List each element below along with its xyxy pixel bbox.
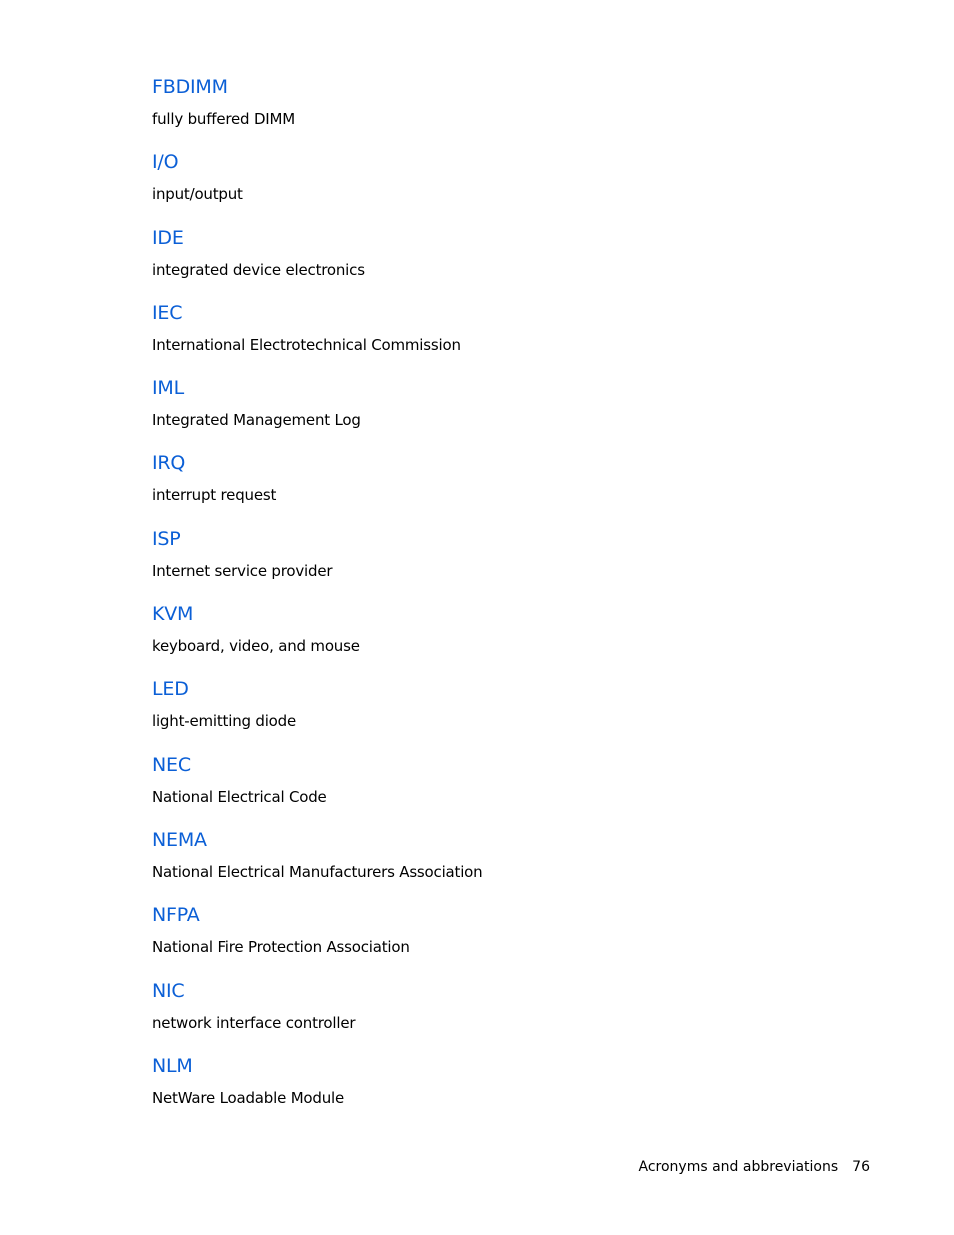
- acronym-term: IRQ: [152, 452, 186, 475]
- acronym-term: NLM: [152, 1054, 193, 1077]
- acronym-term: NEC: [152, 753, 191, 776]
- acronym-entry: [152, 1053, 852, 1128]
- acronym-entry: [152, 601, 852, 676]
- acronym-entry: [152, 450, 852, 525]
- acronym-term: NEMA: [152, 828, 207, 851]
- acronym-definition: NetWare Loadable Module: [152, 1088, 345, 1107]
- acronym-definition: network interface controller: [152, 1013, 356, 1032]
- acronym-definition: input/output: [152, 185, 243, 204]
- acronym-definition: Internet service provider: [152, 561, 333, 580]
- acronym-entry: [152, 526, 852, 601]
- acronym-term: I/O: [152, 151, 179, 174]
- footer-section-title: Acronyms and abbreviations: [638, 1159, 839, 1175]
- acronym-term: IML: [152, 377, 184, 400]
- acronym-term: KVM: [152, 603, 194, 626]
- acronym-entry: [152, 676, 852, 751]
- acronym-term: LED: [152, 678, 189, 701]
- acronym-term: NIC: [152, 979, 185, 1002]
- page-number: 76: [852, 1159, 870, 1175]
- acronym-entry: [152, 300, 852, 375]
- acronym-entry: [152, 149, 852, 224]
- acronym-definition: National Electrical Manufacturers Association: [152, 862, 483, 881]
- acronym-definition: light-emitting diode: [152, 712, 297, 731]
- acronym-entry: [152, 978, 852, 1053]
- page-footer: [639, 1157, 870, 1177]
- acronym-term: ISP: [152, 527, 181, 550]
- acronym-entry: [152, 74, 852, 149]
- acronym-definition: National Electrical Code: [152, 787, 327, 806]
- acronym-definition: National Fire Protection Association: [152, 938, 410, 957]
- acronym-definition: Integrated Management Log: [152, 411, 361, 430]
- acronym-definition: interrupt request: [152, 486, 277, 505]
- acronym-list: [152, 74, 852, 1128]
- acronym-definition: International Electrotechnical Commission: [152, 335, 461, 354]
- acronym-entry: [152, 902, 852, 977]
- acronym-definition: keyboard, video, and mouse: [152, 637, 360, 656]
- acronym-definition: integrated device electronics: [152, 260, 365, 279]
- acronym-term: FBDIMM: [152, 76, 228, 98]
- acronym-entry: [152, 752, 852, 827]
- acronym-entry: [152, 375, 852, 450]
- acronym-definition: fully buffered DIMM: [152, 110, 295, 128]
- acronym-entry: [152, 225, 852, 300]
- acronym-term: IDE: [152, 226, 184, 249]
- acronym-entry: [152, 827, 852, 902]
- acronym-term: IEC: [152, 301, 183, 324]
- acronym-term: NFPA: [152, 904, 200, 927]
